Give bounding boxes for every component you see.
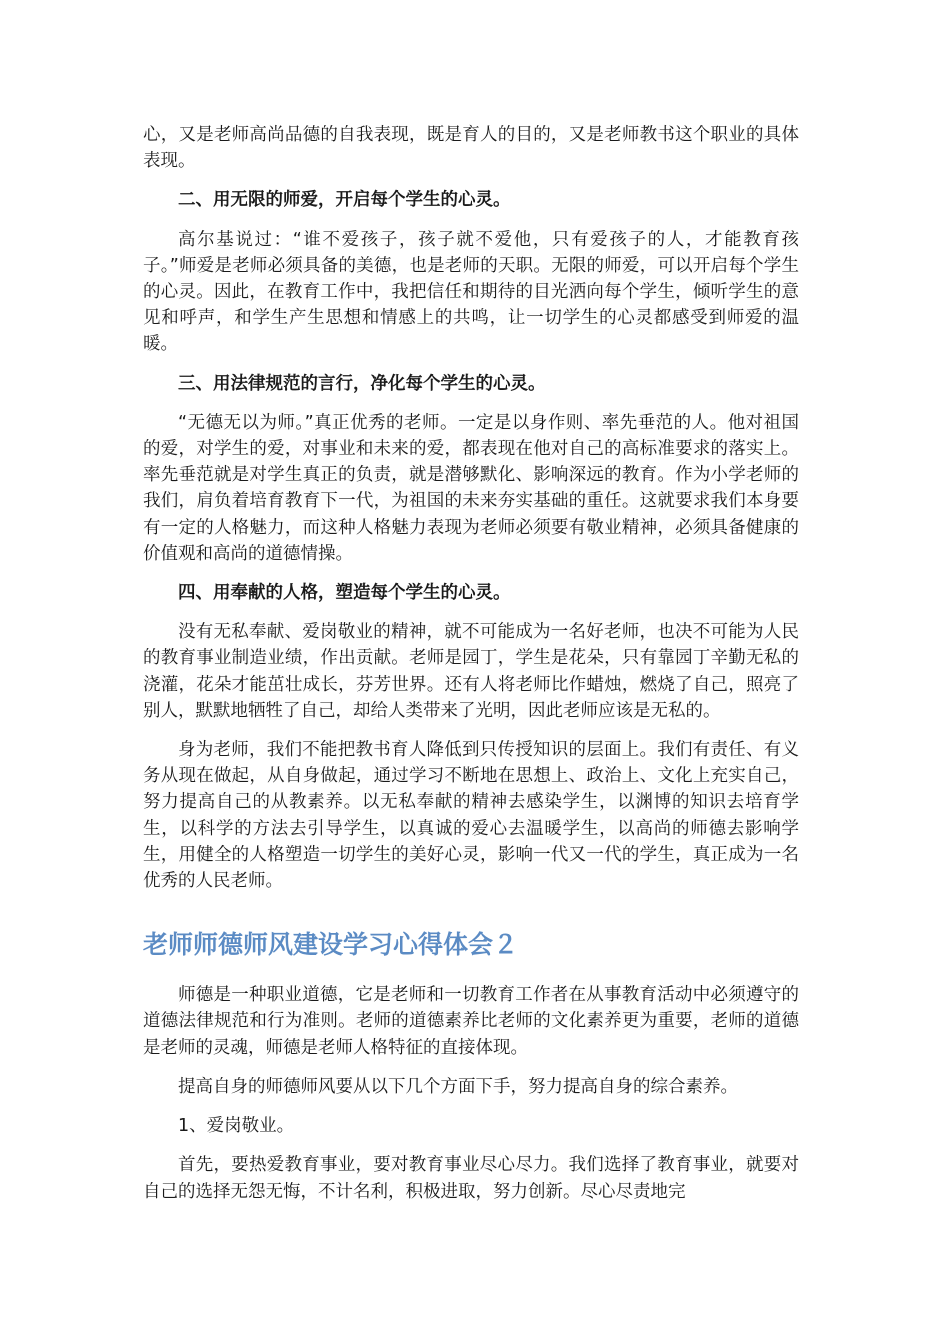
paragraph-as-teacher: 身为老师，我们不能把教书育人降低到只传授知识的层面上。我们有责任、有义务从现在做起，从自身做起，通过学习不断地在思想上、政治上、文化上充实自己，努力提高自己的从教素养。以无私奉献的精神去感染学生，以渊博的知识去培育学生，以科学的方法去引导学生，以真诚的爱心去温暖学生，以高尚的师德去影响学生，用健全的人格塑造一切学生的美好心灵，影响一代又一代的学生，真正成为一名优秀的人民老师。 [143, 740, 799, 892]
paragraph-dedication: 没有无私奉献、爱岗敬业的精神，就不可能成为一名好老师，也决不可能为人民的教育事业制造业绩，作出贡献。老师是园丁，学生是花朵，只有靠园丁辛勤无私的浇灌，花朵才能茁壮成长，芬芳世界。还有人将老师比作蜡烛，燃烧了自己，照亮了别人，默默地牺牲了自己，却给人类带来了光明，因此老师应该是无私的。 [143, 622, 799, 721]
document-page [143, 122, 799, 1218]
list-item-dedication: 1、爱岗敬业。 [178, 1116, 295, 1137]
paragraph-gorky-quote: 高尔基说过：“谁不爱孩子，孩子就不爱他，只有爱孩子的人，才能教育孩子。”师爱是老师必须具备的美德，也是老师的天职。无限的师爱，可以开启每个学生的心灵。因此，在教育工作中，我把信任和期待的目光洒向每个学生，倾听学生的意见和呼声，和学生产生思想和情感上的共鸣，让一切学生的心灵都感受到师爱的温暖。 [143, 229, 799, 355]
paragraph-continuation: 心，又是老师高尚品德的自我表现，既是育人的目的，又是老师教书这个职业的具体表现。 [143, 125, 799, 172]
paragraph-improve: 提高自身的师德师风要从以下几个方面下手，努力提高自身的综合素养。 [178, 1076, 738, 1097]
document-heading: 老师师德师风建设学习心得体会２ [143, 930, 519, 960]
paragraph-first: 首先，要热爱教育事业，要对教育事业尽心尽力。我们选择了教育事业，就要对自己的选择无怨无悔，不计名利，积极进取，努力创新。尽心尽责地完 [143, 1155, 799, 1202]
paragraph-virtue: “无德无以为师。”真正优秀的老师。一定是以身作则、率先垂范的人。他对祖国的爱，对学生的爱，对事业和未来的爱，都表现在他对自己的高标准要求的落实上。率先垂范就是对学生真正的负责，就是潜够默化、影响深远的教育。作为小学老师的我们，肩负着培育教育下一代，为祖国的未来夯实基础的重任。这就要求我们本身要有一定的人格魅力，而这种人格魅力表现为老师必须要有敬业精神，必须具备健康的价值观和高尚的道德情操。 [143, 412, 799, 564]
section-heading-two: 二、用无限的师爱，开启每个学生的心灵。 [178, 190, 511, 211]
section-heading-three: 三、用法律规范的言行，净化每个学生的心灵。 [178, 373, 546, 394]
paragraph-teacher-ethics: 师德是一种职业道德，它是老师和一切教育工作者在从事教育活动中必须遵守的道德法律规范和行为准则。老师的道德素养比老师的文化素养更为重要，老师的道德是老师的灵魂，师德是老师人格特征的直接体现。 [143, 985, 799, 1058]
section-heading-four: 四、用奉献的人格，塑造每个学生的心灵。 [178, 583, 511, 604]
